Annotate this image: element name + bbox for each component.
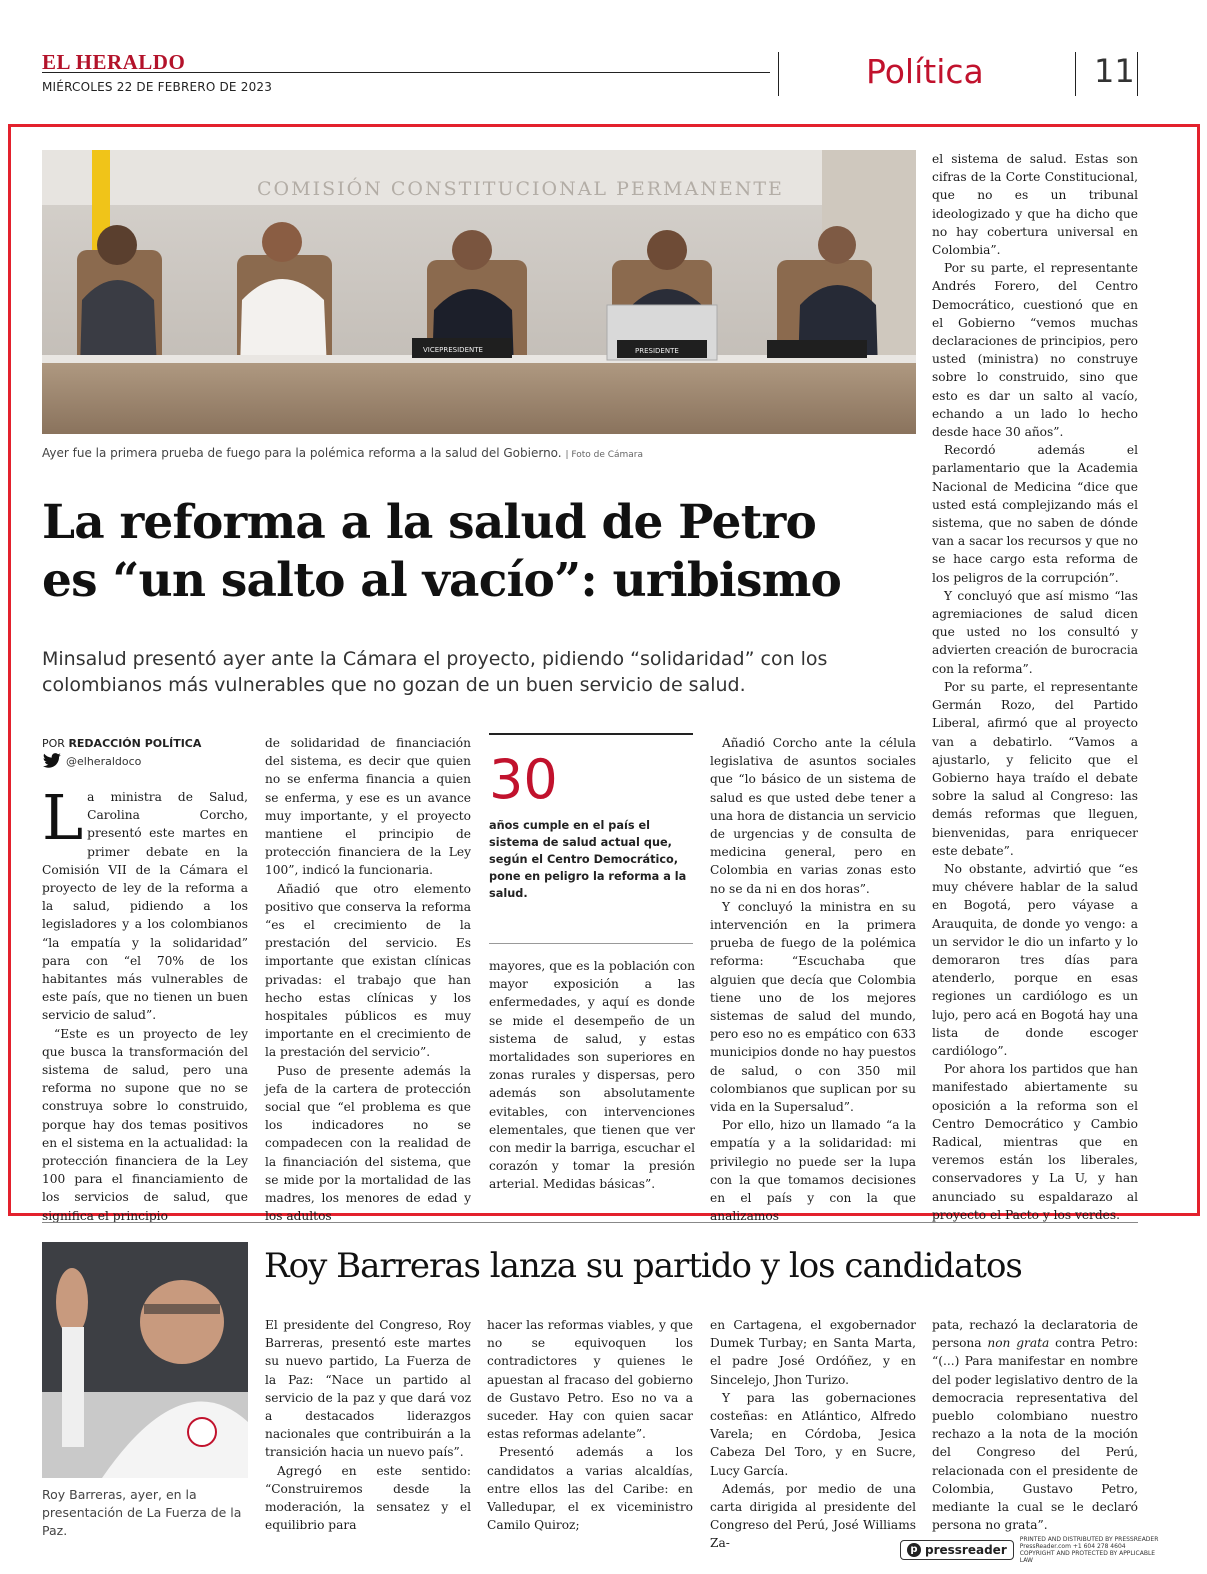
paragraph-intro: pata, rechazó la declaratoria de persona (932, 1318, 1138, 1351)
byline (42, 737, 201, 750)
paragraph: Puso de presente además la jefa de la cartera de protección social que “el problema es que los indicadores no se compadecen con la realidad de la financiación del sistema, que se mide por la mortalidad de las madres, los menores de edad y los adultos (265, 1063, 471, 1224)
paragraph: Y concluyó que así mismo “las agremiaciones de salud dicen que usted no los consultó y advierten creación de burocracia con la reforma”. (932, 588, 1138, 676)
handle-text: @elheraldoco (66, 754, 142, 768)
article-column-1 (42, 781, 248, 1225)
pressreader-badge (900, 1540, 1014, 1560)
paragraph: Presentó además a los candidatos a varias alcaldías, entre ellos las del Caribe: en Valledupar, el ex viceministro Camilo Quiroz; (487, 1445, 693, 1533)
paragraph: Agregó en este sentido: “Construiremos desde la moderación, la sensatez y el equilibrio para (265, 1463, 471, 1533)
portrait-illustration (42, 1242, 248, 1478)
drop-cap: L (42, 781, 84, 854)
headline-line-1: La reforma a la salud de Petro (42, 495, 816, 550)
newspaper-logo: EL HERALDO (42, 50, 186, 74)
italic-term: non grata (987, 1336, 1050, 1351)
main-article-photo (42, 150, 916, 434)
main-subheadline: Minsalud presentó ayer ante la Cámara el proyecto, pidiendo “solidaridad” con los colombianos más vulnerables que no gozan de un buen servicio de salud. (42, 648, 828, 696)
congress-session-illustration (42, 150, 916, 434)
paragraph: de solidaridad de financiación del sistema, es decir que quien no se enferma financia a quien se enferma, y ese es un avance muy importante, y el proyecto mantiene el principio de protección financiera de la Ley 100”, indicó la funcionaria. (265, 736, 471, 878)
second-column-3 (710, 1316, 916, 1553)
second-column-2 (487, 1316, 693, 1534)
paragraph: el sistema de salud. Estas son cifras de la Corte Constitucional, que no es un tribunal ideologizado y que ha dicho que no hay cobertura universal en Colombia”. (932, 152, 1138, 258)
article-column-3 (489, 957, 695, 1194)
caption-text: Ayer fue la primera prueba de fuego para la polémica reforma a la salud del Gobierno. (42, 446, 562, 460)
paragraph: Además, por medio de una carta dirigida al presidente del Congreso del Perú, José Williams Za- (710, 1481, 916, 1551)
page-number-divider-right (1137, 52, 1138, 96)
paragraph: “Este es un proyecto de ley que busca la transformación del sistema de salud, pero una reforma no supone que no se construya sobre lo construido, porque hay dos temas positivos en el sistema en la actualidad: la protección financiera de la Ley 100 para el financiamiento de los servicios de salud, que significa el principio (42, 1026, 248, 1223)
headline-line-2: es “un salto al vacío”: uribismo (42, 553, 842, 608)
paragraph: El presidente del Congreso, Roy Barreras, presentó este martes su nuevo partido, La Fuerza de la Paz: “Nace un partido al servicio de la paz y que dará voz a destacados liderazgos nacionales que contribuirán a la transición hacia un nuevo país”. (265, 1318, 471, 1460)
pull-quote-text: años cumple en el país el sistema de salud actual que, según el Centro Democrático, pone en peligro la reforma a la salud. (489, 819, 687, 900)
paragraph: No obstante, advirtió que “es muy chévere hablar de la salud en Bogotá, pero váyase a Arauquita, de donde yo vengo: a un servidor le dio un infarto y lo demoraron tres días para atenderlo, porque en esas regiones un cardiólogo es un lujo, pero acá en Bogotá hay una lista de donde escoger cardiólogo”. (932, 861, 1138, 1058)
second-headline: Roy Barreras lanza su partido y los candidatos (264, 1246, 1022, 1286)
pull-quote-number: 30 (489, 748, 558, 811)
photo-credit: | Foto de Cámara (565, 450, 644, 460)
twitter-bird-icon (42, 753, 62, 769)
page-number-divider-left (1075, 52, 1076, 96)
article-column-2 (265, 734, 471, 1225)
second-column-1 (265, 1316, 471, 1534)
masthead-divider (778, 52, 779, 96)
issue-date: MIÉRCOLES 22 DE FEBRERO DE 2023 (42, 80, 273, 94)
paragraph: en Cartagena, el exgobernador Dumek Turbay; en Santa Marta, el padre José Ordóñez, y en Sincelejo, Jhon Turizo. (710, 1318, 916, 1387)
paragraph: Y para las gobernaciones costeñas: en Atlántico, Alfredo Varela; en Córdoba, Jesica Cabeza Del Toro, y en Sucre, Lucy García. (710, 1390, 916, 1478)
byline-author: REDACCIÓN POLÍTICA (68, 737, 202, 750)
nameplate-vicepresidente: VICEPRESIDENTE (423, 346, 483, 354)
paragraph: Añadió Corcho ante la célula legislativa de asuntos sociales que “lo básico de un sistema de salud es que usted debe tener a una hora de distancia un servicio de urgencias y de consulta de medicina general, pero en Colombia en varias zonas esto no se da ni en dos horas”. (710, 736, 916, 896)
pull-quote-rule (489, 943, 693, 944)
paragraph: a ministra de Salud, Carolina Corcho, presentó este martes en primer debate en la Comisión VII de la Cámara el proyecto de ley de la reforma a la salud, pidiendo a los legisladores y a los colombianos “la empatía y la solidaridad” para con “el 70% de los habitantes más vulnerables de este país, que no tienen un buen servicio de salud”. (42, 790, 248, 1023)
paragraph: Y concluyó la ministra en su intervención en la primera prueba de fuego de la polémica reforma: “Escuchaba que alguien que decía que Colombia tiene uno de los mejores sistemas de salud del mundo, pero eso no es empático con 633 municipios donde no hay puestos de salud, o con 350 mil colombianos que suplican por su vida en la Supersalud”. (710, 899, 916, 1115)
nameplate-presidente: PRESIDENTE (635, 347, 679, 355)
main-headline (42, 494, 912, 610)
roy-barreras-photo (42, 1242, 248, 1478)
paragraph-rest: contra Petro: “(...) Para manifestar en nombre del poder legislativo dentro de la democracia representativa del pueblo colombiano nuestro rechazo a la nota de la moción del Congreso del Perú, relacionada con el presidente de Colombia, Gustavo Petro, mediante la cual se le declaró persona no grata”. (932, 1336, 1138, 1533)
article-column-4 (710, 734, 916, 1225)
second-photo-caption: Roy Barreras, ayer, en la presentación de La Fuerza de la Paz. (42, 1487, 242, 1538)
paragraph: Por su parte, el representante Germán Rozo, del Partido Liberal, afirmó que al proyecto van a debatirlo. “Vamos a ajustarlo, y felicito que el Gobierno haya traído el debate sobre la salud al Congreso: las demás reformas que lleguen, bienvenidas, para enriquecer este debate”. (932, 679, 1138, 858)
pull-quote (489, 733, 693, 902)
twitter-handle (42, 753, 141, 769)
photo-wall-text: COMISIÓN CONSTITUCIONAL PERMANENTE (257, 178, 784, 200)
main-photo-caption (42, 446, 643, 460)
article-column-5 (932, 150, 1138, 1224)
paragraph: Por ello, hizo un llamado “a la empatía y a la solidaridad: mi privilegio no puede ser la lupa con la que tomamos decisiones en el país y con la que analizamos (710, 1118, 916, 1224)
byline-prefix: POR (42, 737, 65, 750)
second-column-4 (932, 1316, 1138, 1534)
pressreader-p-icon: p (907, 1543, 921, 1557)
article-separator (42, 1222, 1138, 1223)
paragraph: hacer las reformas viables, y que no se equivoquen los contradictores y quienes le apuestan al fracaso del gobierno de Gustavo Petro. Eso no va a suceder. Hay con quien sacar estas reformas adelante”. (487, 1318, 693, 1442)
paragraph: Por su parte, el representante Andrés Forero, del Centro Democrático, cuestionó que en el Gobierno “vemos muchas declaraciones de principios, pero usted (ministra) no construye sobre lo construido, sino que esto es dar un salto al vacío, echando a un lado lo hecho desde hace 30 años”. (932, 261, 1138, 440)
paragraph: Por ahora los partidos que han manifestado abiertamente su oposición a la reforma son el Centro Democrático y Cambio Radical, mientras que en veremos están los liberales, conservadores y La U, y han anunciado su espaldarazo al proyecto el Pacto y los verdes. (932, 1062, 1138, 1222)
paragraph: Añadió que otro elemento positivo que conserva la reforma “es el crecimiento de la prestación del servicio. Es importante que existan clínicas privadas: el trabajo que han hecho estas clínicas y los hospitales públicos es muy importante en el crecimiento de la prestación del servicio”. (265, 881, 471, 1060)
pressreader-fine-print: PRINTED AND DISTRIBUTED BY PRESSREADER PressReader.com +1 604 278 4604 COPYRIGHT AND PROTECTED BY APPLICABLE LAW (1019, 1536, 1159, 1564)
masthead-rule (42, 72, 770, 73)
paragraph: mayores, que es la población con mayor exposición a las enfermedades, y aquí es donde se mide el desempeño de un sistema de salud, y estas mortalidades son superiores en zonas rurales y dispersas, pero además son absolutamente evitables, con intervenciones elementales, que tienen que ver con medir la barriga, escuchar el corazón y tomar la presión arterial. Medidas básicas”. (489, 959, 695, 1192)
section-title: Política (866, 52, 984, 91)
pressreader-brand: pressreader (925, 1543, 1007, 1557)
page-number: 11 (1094, 52, 1135, 90)
paragraph: Recordó además el parlamentario que la Academia Nacional de Medicina “dice que usted está complejizando más el sistema, que no saben de dónde van a sacar los recursos y que no se hace cargo esta reforma de los peligros de la corrupción”. (932, 443, 1138, 585)
pressreader-footer (900, 1536, 1160, 1564)
